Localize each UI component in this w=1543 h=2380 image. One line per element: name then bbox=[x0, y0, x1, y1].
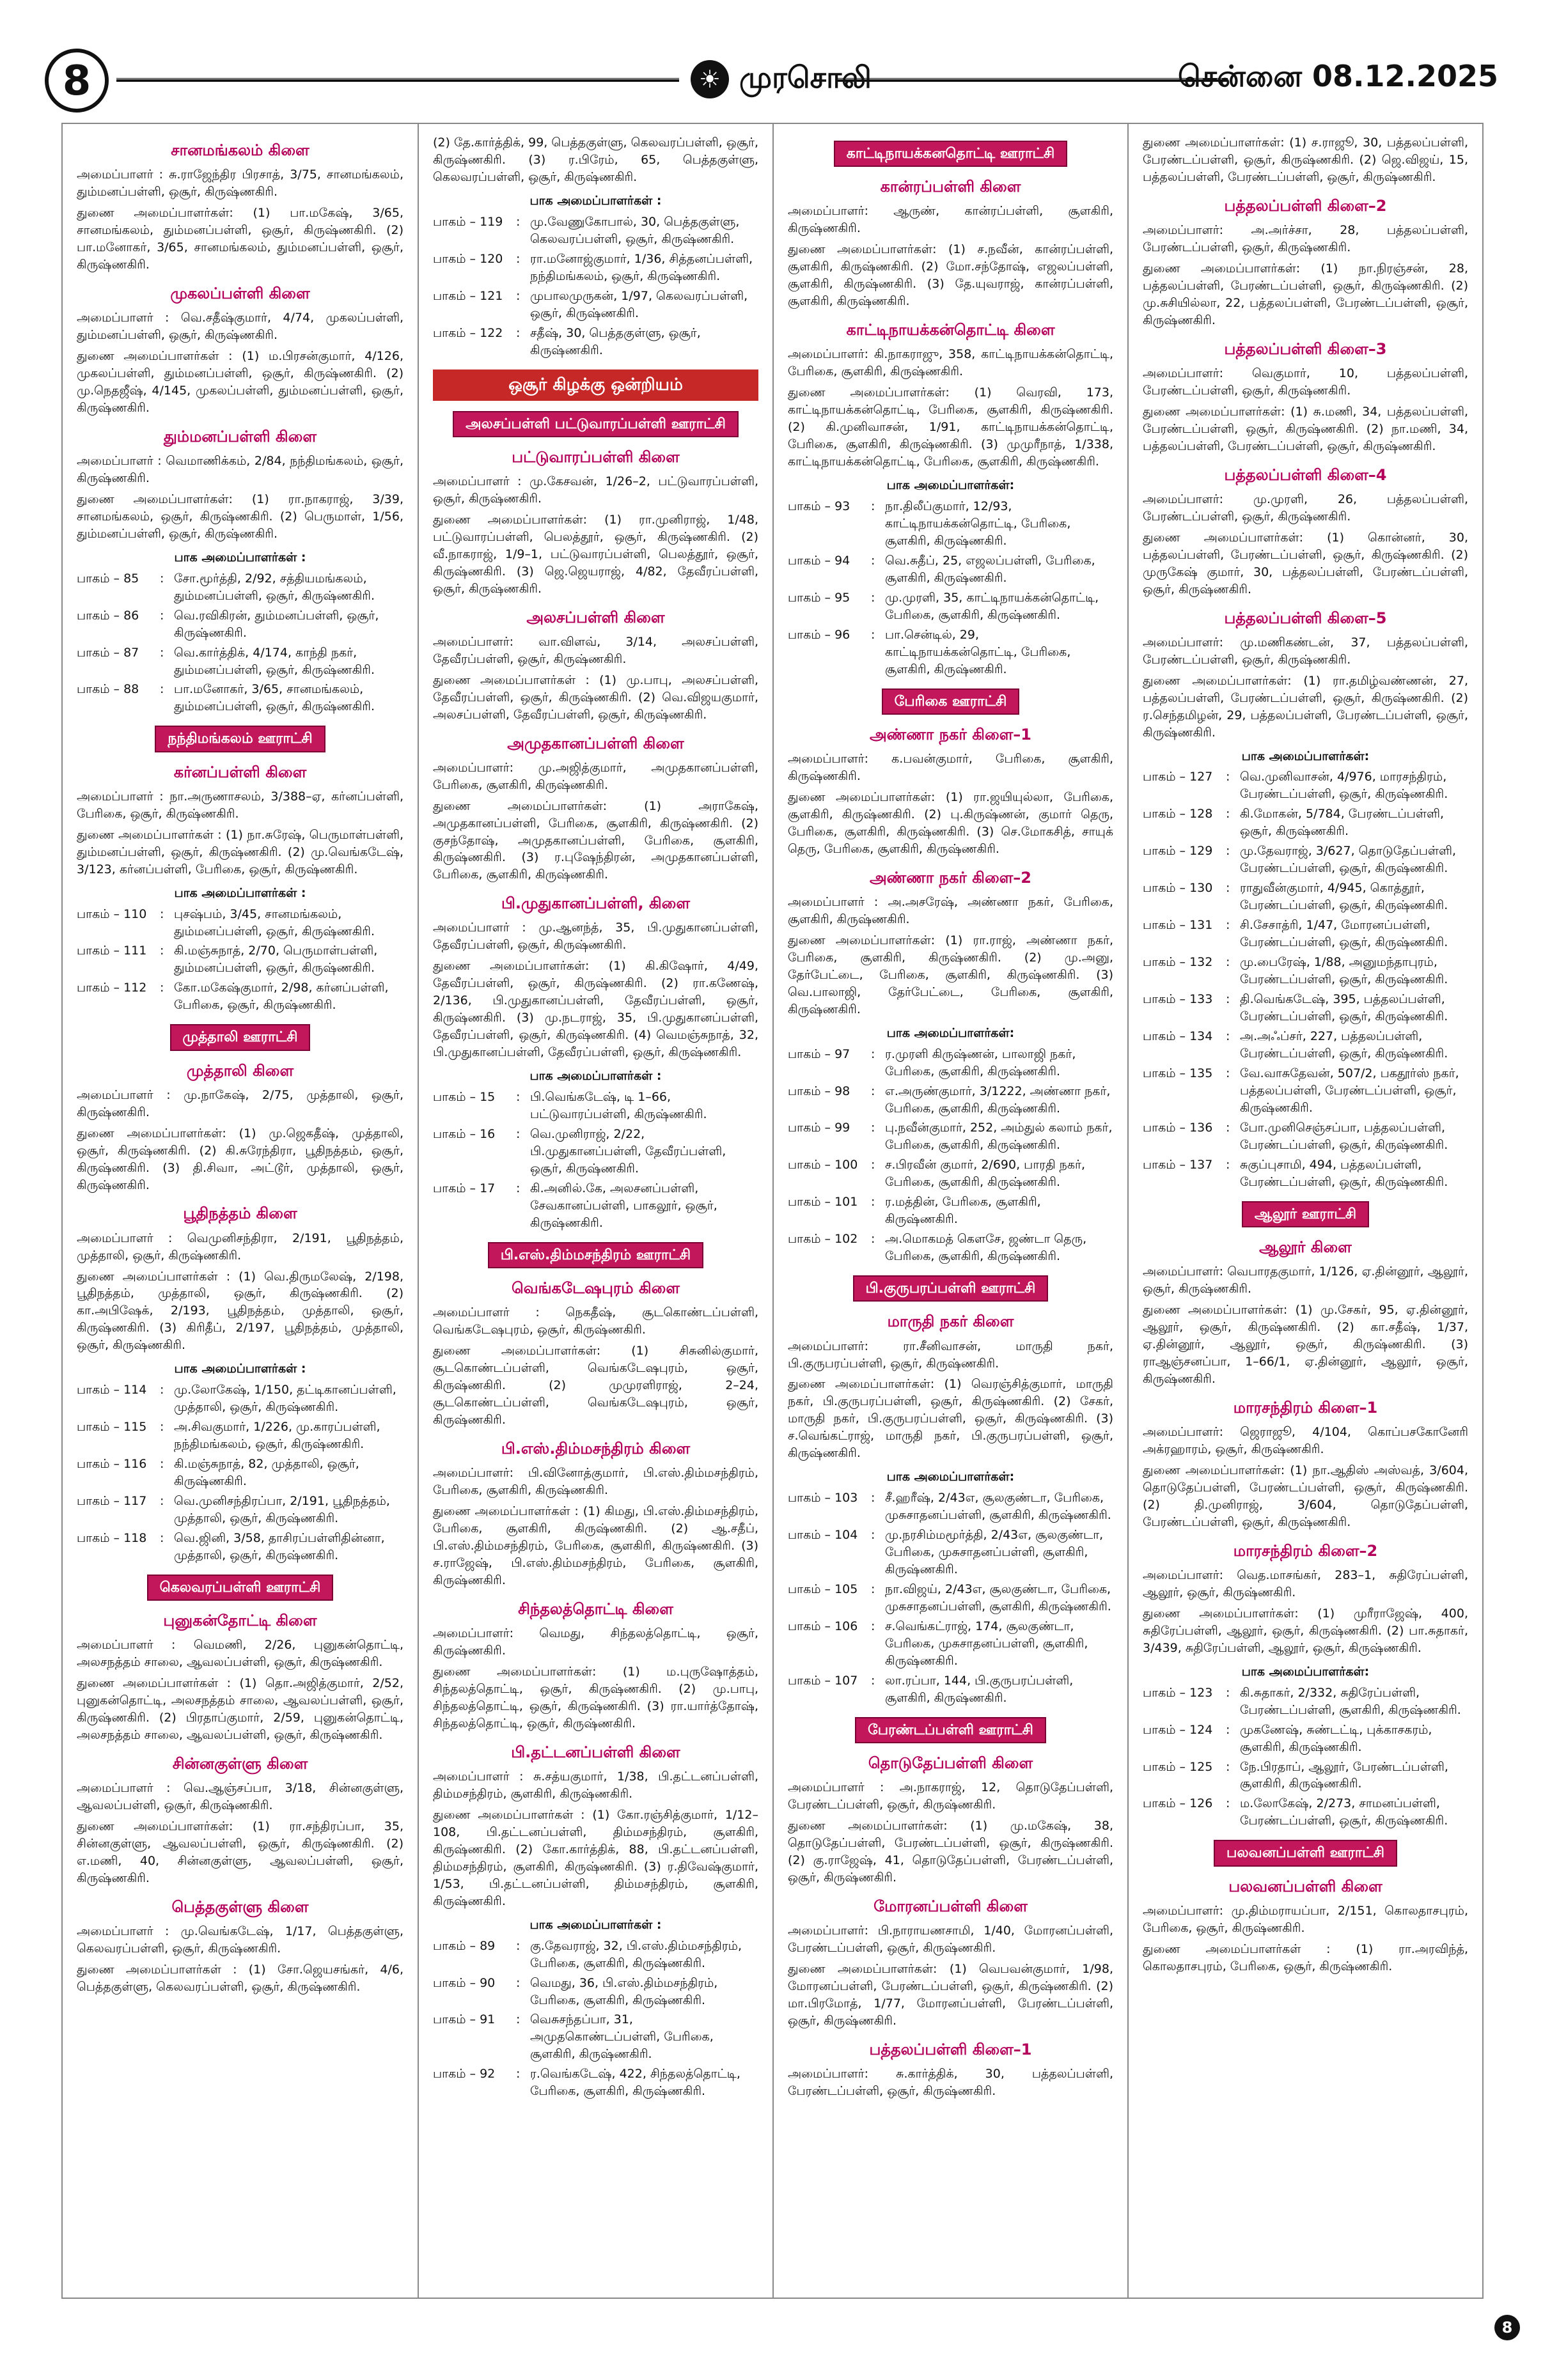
branch-heading: காட்டிநாயக்கன்தொட்டி கிளை bbox=[846, 321, 1055, 339]
branch-heading: மாரசந்திரம் கிளை–1 bbox=[1233, 1398, 1378, 1417]
part-number: பாகம் – 105 bbox=[788, 1582, 858, 1597]
section-organizers-heading: பாக அமைப்பாளர்கள் : bbox=[529, 193, 662, 208]
part-organizer: சுகுப்புசாமி, 494, பத்தலப்பள்ளி, பேரண்டப்பள்ளி, ஒசூர், கிருஷ்ணகிரி. bbox=[1240, 1157, 1448, 1189]
part-number: பாகம் – 124 bbox=[1143, 1722, 1213, 1737]
part-organizer: வெ.சுதீப், 25, எஜலப்பள்ளி, பேரிகை, சூளகிரி, கிருஷ்ணகிரி. bbox=[885, 553, 1095, 585]
part-organizer: ம.லோகேஷ், 2/273, சாமனப்பள்ளி, பேரண்டப்பள்ளி, ஒசூர், கிருஷ்ணகிரி. bbox=[1240, 1796, 1448, 1828]
part-row: பாகம் – 129 : மு.தேவராஜ், 3/627, தொடுதேப்பள்ளி, பேரண்டப்பள்ளி, ஒசூர், கிருஷ்ணகிரி. bbox=[1143, 843, 1468, 877]
part-organizer: கோ.மகேஷ்குமார், 2/98, கர்னப்பள்ளி, பேரிகை, ஒசூர், கிருஷ்ணகிரி. bbox=[174, 981, 389, 1013]
part-row: பாகம் – 89 : கு.தேவராஜ், 32, பி.எஸ்.திம்மசந்திரம், பேரிகை, சூளகிரி, கிருஷ்ணகிரி. bbox=[433, 1938, 758, 1972]
part-number: பாகம் – 87 bbox=[77, 645, 139, 660]
panchayat-banner: பலவனப்பள்ளி ஊராட்சி bbox=[1214, 1840, 1397, 1866]
part-row: பாகம் – 103 : சீ.ஹரீஷ், 2/43எ, சூலகுண்டா, பேரிகை, முசுசாதனப்பள்ளி, சூளகிரி, கிருஷ்ணகிரி. bbox=[788, 1489, 1113, 1524]
part-organizer: கி.மோகன், 5/784, பேரண்டப்பள்ளி, ஒசூர், கிருஷ்ணகிரி. bbox=[1240, 807, 1445, 839]
part-number: பாகம் – 128 bbox=[1143, 807, 1213, 821]
part-row: பாகம் – 128 : கி.மோகன், 5/784, பேரண்டப்பள்ளி, ஒசூர், கிருஷ்ணகிரி. bbox=[1143, 805, 1468, 840]
part-number: பாகம் – 118 bbox=[77, 1531, 147, 1546]
part-number: பாகம் – 115 bbox=[77, 1420, 147, 1435]
part-number: பாகம் – 120 bbox=[433, 251, 503, 266]
panchayat-banner: பி.எஸ்.திம்மசந்திரம் ஊராட்சி bbox=[488, 1242, 703, 1268]
part-row: பாகம் – 132 : மு.பைரேஷ், 1/88, அனுமந்தாபுரம், பேரண்டப்பள்ளி, ஒசூர், கிருஷ்ணகிரி. bbox=[1143, 954, 1468, 988]
part-organizer: நா.விஜய், 2/43எ, சூலகுண்டா, பேரிகை, முசுசாதனப்பள்ளி, சூளகிரி, கிருஷ்ணகிரி. bbox=[885, 1582, 1111, 1614]
organizer-entry: அமைப்பாளர்: வெபாரதகுமார், 1/126, ஏ.தின்னூர், ஆலூர், ஒசூர், கிருஷ்ணகிரி. bbox=[1143, 1264, 1468, 1296]
organizer-entry: அமைப்பாளர் : வெமணி, 2/26, புனுகன்தொட்டி, அலசநத்தம் சாலை, ஆவலப்பள்ளி, ஒசூர், கிருஷ்ணகிரி. bbox=[77, 1638, 403, 1670]
part-number: பாகம் – 132 bbox=[1143, 955, 1213, 970]
branch-heading: பத்தலப்பள்ளி கிளை–3 bbox=[1224, 339, 1387, 358]
part-organizer: ரா.மனோஜ்குமார், 1/36, சித்தனப்பள்ளி, நந்திமங்கலம், ஒசூர், கிருஷ்ணகிரி. bbox=[530, 251, 753, 283]
part-row: பாகம் – 93 : நா.திலீப்குமார், 12/93, காட்டிநாயக்கன்தொட்டி, பேரிகை, சூளகிரி, கிருஷ்ணகிரி. bbox=[788, 498, 1113, 550]
organizer-entry: அமைப்பாளர் : சு.சத்யகுமார், 1/38, பி.தட்டனப்பள்ளி, திம்மசந்திரம், சூளகிரி, கிருஷ்ணகிரி. bbox=[433, 1769, 758, 1801]
part-number: பாகம் – 122 bbox=[433, 325, 503, 340]
part-row: பாகம் – 112 : கோ.மகேஷ்குமார், 2/98, கர்னப்பள்ளி, பேரிகை, ஒசூர், கிருஷ்ணகிரி. bbox=[77, 979, 403, 1014]
part-row: பாகம் – 122 : சதீஷ், 30, பெத்தகுள்ளு, ஒசூர், கிருஷ்ணகிரி. bbox=[433, 325, 758, 359]
branch-heading: பலவனப்பள்ளி கிளை bbox=[1228, 1877, 1382, 1895]
part-organizer: லா.ரப்பா, 144, பி.குருபரப்பள்ளி, சூளகிரி, கிருஷ்ணகிரி. bbox=[885, 1673, 1074, 1705]
deputy-organizers-entry: துணை அமைப்பாளர்கள்: (1) ரா.சந்திரப்பா, 35, சின்னகுள்ளு, ஆவலப்பள்ளி, ஒசூர், கிருஷ்ணகிரி. (2) எ.மணி, 40, சின்னகுள்ளு, ஆவலப்பள்ளி, ஒசூர், கிருஷ்ணகிரி. bbox=[77, 1819, 403, 1886]
part-row: பாகம் – 120 : ரா.மனோஜ்குமார், 1/36, சித்தனப்பள்ளி, நந்திமங்கலம், ஒசூர், கிருஷ்ணகிரி. bbox=[433, 251, 758, 285]
organizer-entry: அமைப்பாளர்: வெத.மாசங்கர், 283–1, சுதிரேப்பள்ளி, ஆலூர், ஒசூர், கிருஷ்ணகிரி. bbox=[1143, 1567, 1468, 1599]
continued-entry: (2) தே.கார்த்திக், 99, பெத்தகுள்ளு, கெலவரப்பள்ளி, ஒசூர், கிருஷ்ணகிரி. (3) ர.பிரேம், 65, பெத்தகுள்ளு, கெலவரப்பள்ளி, ஒசூர், கிருஷ்ணகிரி. bbox=[433, 136, 758, 184]
deputy-organizers-entry: துணை அமைப்பாளர்கள் : (1) கோ.ரஞ்சித்குமார், 1/12–108, பி.தட்டனப்பள்ளி, திம்மசந்திரம், சூளகிரி, கிருஷ்ணகிரி. (2) கோ.கார்த்திக், 88, பி.தட்டனப்பள்ளி, திம்மசந்திரம், சூளகிரி, கிருஷ்ணகிரி. (3) ர.திவேஷ்குமார், 1/53, பி.தட்டனப்பள்ளி, திம்மசந்திரம், சூளகிரி, கிருஷ்ணகிரி. bbox=[433, 1807, 758, 1908]
branch-heading: சின்னகுள்ளு கிளை bbox=[172, 1755, 308, 1773]
branch-heading: ஆலூர் கிளை bbox=[1259, 1238, 1352, 1256]
deputy-organizers-entry: துணை அமைப்பாளர்கள்: (1) மு.மகேஷ், 38, தொடுதேப்பள்ளி, பேரண்டப்பள்ளி, ஒசூர், கிருஷ்ணகிரி. (2) கு.ராஜேஷ், 41, தொடுதேப்பள்ளி, பேரண்டப்பள்ளி, ஒசூர், கிருஷ்ணகிரி. bbox=[788, 1819, 1113, 1885]
organizer-entry: அமைப்பாளர் : மு.கேசவன், 1/26–2, பட்டுவாரப்பள்ளி, ஒசூர், கிருஷ்ணகிரி. bbox=[433, 474, 758, 506]
part-row: பாகம் – 111 : கி.மஞ்சுநாத், 2/70, பெருமாள்பள்ளி, தும்மனப்பள்ளி, ஒசூர், கிருஷ்ணகிரி. bbox=[77, 942, 403, 977]
deputy-organizers-entry: துணை அமைப்பாளர்கள்: (1) கி.கிஷோர், 4/49, தேவீரப்பள்ளி, ஒசூர், கிருஷ்ணகிரி. (2) ரா.கணேஷ், 2/136, பி.முதுகானப்பள்ளி, தேவீரப்பள்ளி, ஒசூர், கிருஷ்ணகிரி. (3) மு.நடராஜ், 35, பி.முதுகானப்பள்ளி, தேவீரப்பள்ளி, ஒசூர், கிருஷ்ணகிரி. (4) வெமஞ்சுநாத், 32, பி.முதுகானப்பள்ளி, தேவீரப்பள்ளி, ஒசூர், கிருஷ்ணகிரி. bbox=[433, 959, 758, 1060]
part-number: பாகம் – 106 bbox=[788, 1619, 858, 1634]
panchayat-banner: பேரிகை ஊராட்சி bbox=[882, 688, 1020, 715]
organizer-entry: அமைப்பாளர்: வெகுமார், 10, பத்தலப்பள்ளி, பேரண்டப்பள்ளி, ஒசூர், கிருஷ்ணகிரி. bbox=[1143, 366, 1468, 398]
section-organizers-heading: பாக அமைப்பாளர்கள் : bbox=[174, 885, 306, 900]
deputy-organizers-entry: துணை அமைப்பாளர்கள் : (1) கிமது, பி.எஸ்.திம்மசந்திரம், பேரிகை, சூளகிரி, கிருஷ்ணகிரி. (2) ஆ.சதீப், பி.எஸ்.திம்மசந்திரம், பேரிகை, சூளகிரி, கிருஷ்ணகிரி. (3) ச.ராஜேஷ், பி.எஸ்.திம்மசந்திரம், பேரிகை, சூளகிரி, கிருஷ்ணகிரி. bbox=[433, 1504, 758, 1587]
part-organizer: நே.பிரதாப், ஆலூர், பேரண்டப்பள்ளி, சூளகிரி, கிருஷ்ணகிரி. bbox=[1240, 1759, 1448, 1791]
part-row: பாகம் – 92 : ர.வெங்கடேஷ், 422, சிந்தலத்தொட்டி, பேரிகை, சூளகிரி, கிருஷ்ணகிரி. bbox=[433, 2065, 758, 2100]
part-organizer: கி.அனில்.கே, அலசனப்பள்ளி, சேவகானப்பள்ளி, பாகலூர், ஒசூர், கிருஷ்ணகிரி. bbox=[530, 1181, 717, 1230]
branch-heading: மாருதி நகர் கிளை bbox=[887, 1312, 1014, 1331]
page-number-badge: 8 bbox=[45, 49, 109, 113]
panchayat-banner: நந்திமங்கலம் ஊராட்சி bbox=[155, 726, 325, 752]
deputy-organizers-entry: துணை அமைப்பாளர்கள்: (1) வெரவி, 173, காட்டிநாயக்கன்தொட்டி, பேரிகை, சூளகிரி, கிருஷ்ணகிரி. (2) கி.முனிவாசன், 1/91, காட்டிநாயக்கன்தொட்டி, பேரிகை, சூளகிரி, கிருஷ்ணகிரி. (3) முமுரீநாத், 1/338, காட்டிநாயக்கன்தொட்டி, பேரிகை, சூளகிரி, கிருஷ்ணகிரி. bbox=[788, 385, 1113, 469]
part-number: பாகம் – 107 bbox=[788, 1673, 858, 1688]
branch-heading: மாரசந்திரம் கிளை–2 bbox=[1233, 1541, 1378, 1560]
part-organizer: மு.பைரேஷ், 1/88, அனுமந்தாபுரம், பேரண்டப்பள்ளி, ஒசூர், கிருஷ்ணகிரி. bbox=[1240, 955, 1448, 987]
deputy-organizers-entry: துணை அமைப்பாளர்கள்: (1) சிசுனில்குமார், சூடகொண்டப்பள்ளி, வெங்கடேஷபுரம், ஒசூர், கிருஷ்ணகிரி. (2) முமுரளிராஜ், 2–24, சூடகொண்டப்பள்ளி, வெங்கடேஷபுரம், ஒசூர், கிருஷ்ணகிரி. bbox=[433, 1344, 758, 1427]
branch-heading: பத்தலப்பள்ளி கிளை–2 bbox=[1224, 196, 1387, 215]
part-row: பாகம் – 107 : லா.ரப்பா, 144, பி.குருபரப்பள்ளி, சூளகிரி, கிருஷ்ணகிரி. bbox=[788, 1672, 1113, 1707]
part-number: பாகம் – 121 bbox=[433, 288, 503, 303]
deputy-organizers-entry: துணை அமைப்பாளர்கள்: (1) அராகேஷ், அமுதகானப்பள்ளி, பேரிகை, சூளகிரி, கிருஷ்ணகிரி. (2) குசந்தோஷ், அமுதகானப்பள்ளி, பேரிகை, சூளகிரி, கிருஷ்ணகிரி. (3) ர.புஷேந்திரன், அமுதகானப்பள்ளி, பேரிகை, சூளகிரி, கிருஷ்ணகிரி. bbox=[433, 798, 758, 882]
organizer-entry: அமைப்பாளர்: வெமது, சிந்தலத்தொட்டி, ஒசூர், கிருஷ்ணகிரி. bbox=[433, 1626, 758, 1658]
column-1 bbox=[63, 124, 418, 2298]
part-row: பாகம் – 95 : மு.முரளி, 35, காட்டிநாயக்கன்தொட்டி, பேரிகை, சூளகிரி, கிருஷ்ணகிரி. bbox=[788, 589, 1113, 624]
deputy-organizers-entry: துணை அமைப்பாளர்கள் : (1) நா.சுரேஷ், பெருமாள்பள்ளி, தும்மனப்பள்ளி, ஒசூர், கிருஷ்ணகிரி. (2) மு.வெங்கடேஷ், 3/123, கர்னப்பள்ளி, பேரிகை, ஒசூர், கிருஷ்ணகிரி. bbox=[77, 827, 403, 876]
part-number: பாகம் – 134 bbox=[1143, 1029, 1213, 1044]
panchayat-banner: காட்டிநாயக்கனதொட்டி ஊராட்சி bbox=[834, 141, 1067, 167]
part-organizer: மு.நரசிம்மமூர்த்தி, 2/43எ, சூலகுண்டா, பேரிகை, முசுசாதனப்பள்ளி, சூளகிரி, கிருஷ்ணகிரி. bbox=[885, 1528, 1104, 1577]
deputy-organizers-entry: துணை அமைப்பாளர்கள்: (1) மு.ஜெகதீஷ், முத்தாலி, ஒசூர், கிருஷ்ணகிரி. (2) கி.சுரேந்திரா, பூதிநத்தம், ஒசூர், கிருஷ்ணகிரி. (3) தி.சிவா, அட்டூர், முத்தாலி, ஒசூர், கிருஷ்ணகிரி. bbox=[77, 1126, 403, 1192]
part-number: பாகம் – 101 bbox=[788, 1195, 858, 1209]
part-organizer: பி.வெங்கடேஷ், டி 1–66, பட்டுவாரப்பள்ளி, கிருஷ்ணகிரி. bbox=[530, 1090, 707, 1122]
part-number: பாகம் – 89 bbox=[433, 1938, 496, 1953]
branch-heading: பி.தட்டனப்பள்ளி கிளை bbox=[511, 1743, 680, 1761]
part-number: பாகம் – 17 bbox=[433, 1181, 496, 1196]
continued-entry: துணை அமைப்பாளர்கள்: (1) ச.ராஜூ, 30, பத்தலப்பள்ளி, பேரண்டப்பள்ளி, ஒசூர், கிருஷ்ணகிரி. (2) ஜெ.விஜய், 15, பத்தலப்பள்ளி, பேரண்டப்பள்ளி, ஒசூர், கிருஷ்ணகிரி. bbox=[1143, 136, 1468, 184]
part-organizer: ர.மத்தின், பேரிகை, சூளகிரி, கிருஷ்ணகிரி. bbox=[885, 1195, 1041, 1227]
part-organizer: பா.மனோகர், 3/65, சானமங்கலம், தும்மனப்பள்ளி, ஒசூர், கிருஷ்ணகிரி. bbox=[174, 682, 375, 714]
organizer-entry: அமைப்பாளர்: கி.நாகராஜு, 358, காட்டிநாயக்கன்தொட்டி, பேரிகை, சூளகிரி, கிருஷ்ணகிரி. bbox=[788, 347, 1113, 379]
organizer-entry: அமைப்பாளர் : மு.ஆனந்த், 35, பி.முதுகானப்பள்ளி, தேவீரப்பள்ளி, ஒசூர், கிருஷ்ணகிரி. bbox=[433, 921, 758, 953]
panchayat-banner: முத்தாலி ஊராட்சி bbox=[170, 1024, 311, 1050]
deputy-organizers-entry: துணை அமைப்பாளர்கள் : (1) தொ.அஜித்குமார், 2/52, புனுகன்தொட்டி, அலசநத்தம் சாலை, ஆவலப்பள்ளி, ஒசூர், கிருஷ்ணகிரி. (2) பிரதாப்குமார், 2/59, புனுகன்தொட்டி, அலசநத்தம் சாலை, ஆவலப்பள்ளி, ஒசூர், கிருஷ்ணகிரி. bbox=[77, 1676, 403, 1743]
part-number: பாகம் – 111 bbox=[77, 944, 147, 958]
part-organizer: முகணேஷ், சுண்டட்டி, புக்காசகரம், சூளகிரி, கிருஷ்ணகிரி. bbox=[1240, 1722, 1432, 1754]
part-row: பாகம் – 91 : வெசுசந்தப்பா, 31, அமுதகொண்டப்பள்ளி, பேரிகை, சூளகிரி, கிருஷ்ணகிரி. bbox=[433, 2011, 758, 2063]
column-3 bbox=[772, 124, 1127, 2298]
part-row: பாகம் – 124 : முகணேஷ், சுண்டட்டி, புக்காசகரம், சூளகிரி, கிருஷ்ணகிரி. bbox=[1143, 1722, 1468, 1756]
part-row: பாகம் – 16 : வெ.முனிராஜ், 2/22, பி.முதுகானப்பள்ளி, தேவீரப்பள்ளி, ஒசூர், கிருஷ்ணகிரி. bbox=[433, 1126, 758, 1178]
masthead-rule-right bbox=[838, 78, 1228, 82]
organizer-entry: அமைப்பாளர் : வெ.சதீஷ்குமார், 4/74, முகலப்பள்ளி, தும்மனப்பள்ளி, ஒசூர், கிருஷ்ணகிரி. bbox=[77, 310, 403, 342]
part-organizer: வெமது, 36, பி.எஸ்.திம்மசந்திரம், பேரிகை, சூளகிரி, கிருஷ்ணகிரி. bbox=[530, 1975, 718, 2007]
panchayat-banner: பேரண்டப்பள்ளி ஊராட்சி bbox=[855, 1717, 1046, 1743]
part-number: பாகம் – 88 bbox=[77, 682, 139, 697]
part-row: பாகம் – 94 : வெ.சுதீப், 25, எஜலப்பள்ளி, பேரிகை, சூளகிரி, கிருஷ்ணகிரி. bbox=[788, 552, 1113, 587]
union-banner: ஒசூர் கிழக்கு ஒன்றியம் bbox=[433, 369, 758, 401]
part-number: பாகம் – 119 bbox=[433, 214, 503, 229]
part-row: பாகம் – 131 : சி.சேசாத்ரி, 1/47, மோரனப்பள்ளி, பேரண்டப்பள்ளி, ஒசூர், கிருஷ்ணகிரி. bbox=[1143, 917, 1468, 951]
section-organizers-heading: பாக அமைப்பாளர்கள் : bbox=[529, 1069, 662, 1084]
part-organizer: தி.வெங்கடேஷ், 395, பத்தலப்பள்ளி, பேரண்டப்பள்ளி, ஒசூர், கிருஷ்ணகிரி. bbox=[1240, 992, 1448, 1024]
branch-heading: தும்மனப்பள்ளி கிளை bbox=[163, 427, 317, 446]
content-frame bbox=[61, 123, 1484, 2299]
panchayat-banner: அலசப்பள்ளி பட்டுவாரப்பள்ளி ஊராட்சி bbox=[453, 411, 739, 437]
part-organizer: ர.முரளி கிருஷ்ணன், பாலாஜி நகர், பேரிகை, சூளகிரி, கிருஷ்ணகிரி. bbox=[885, 1046, 1076, 1078]
panchayat-banner: ஆலூர் ஊராட்சி bbox=[1242, 1201, 1369, 1227]
organizer-entry: அமைப்பாளர் : நெகதீஷ், சூடகொண்டப்பள்ளி, வெங்கடேஷபுரம், ஒசூர், கிருஷ்ணகிரி. bbox=[433, 1305, 758, 1337]
part-organizer: நா.திலீப்குமார், 12/93, காட்டிநாயக்கன்தொட்டி, பேரிகை, சூளகிரி, கிருஷ்ணகிரி. bbox=[885, 499, 1071, 548]
part-row: பாகம் – 99 : பு.நவீன்குமார், 252, அம்துல் கலாம் நகர், பேரிகை, சூளகிரி, கிருஷ்ணகிரி. bbox=[788, 1119, 1113, 1154]
deputy-organizers-entry: துணை அமைப்பாளர்கள்: (1) கொன்னர், 30, பத்தலப்பள்ளி, பேரண்டப்பள்ளி, ஒசூர், கிருஷ்ணகிரி. (2) முருகேஷ் குமார், 30, பத்தலப்பள்ளி, பேரண்டப்பள்ளி, ஒசூர், கிருஷ்ணகிரி. bbox=[1143, 530, 1468, 596]
branch-heading: பத்தலப்பள்ளி கிளை–5 bbox=[1224, 609, 1387, 627]
branch-heading: அமுதகானப்பள்ளி கிளை bbox=[507, 734, 684, 752]
part-organizer: வெ.ஜினி, 3/58, தாசிரப்பள்ளிதின்னா, முத்தாலி, ஒசூர், கிருஷ்ணகிரி. bbox=[174, 1531, 385, 1563]
panchayat-banner: பி.குருபரப்பள்ளி ஊராட்சி bbox=[853, 1275, 1049, 1302]
branch-heading: வெங்கடேஷபுரம் கிளை bbox=[512, 1279, 680, 1298]
branch-heading: பூதிநத்தம் கிளை bbox=[183, 1204, 297, 1223]
part-row: பாகம் – 116 : கி.மஞ்சுநாத், 82, முத்தாலி, ஒசூர், கிருஷ்ணகிரி. bbox=[77, 1456, 403, 1490]
organizer-entry: அமைப்பாளர்: பி.வினோத்குமார், பி.எஸ்.திம்மசந்திரம், பேரிகை, சூளகிரி, கிருஷ்ணகிரி. bbox=[433, 1466, 758, 1498]
part-row: பாகம் – 105 : நா.விஜய், 2/43எ, சூலகுண்டா, பேரிகை, முசுசாதனப்பள்ளி, சூளகிரி, கிருஷ்ணகிரி. bbox=[788, 1581, 1113, 1615]
part-number: பாகம் – 137 bbox=[1143, 1157, 1213, 1172]
part-row: பாகம் – 85 : சோ.மூர்த்தி, 2/92, சத்தியமங்கலம், தும்மனப்பள்ளி, ஒசூர், கிருஷ்ணகிரி. bbox=[77, 570, 403, 605]
organizer-entry: அமைப்பாளர்: மு.அஜித்குமார், அமுதகானப்பள்ளி, பேரிகை, சூளகிரி, கிருஷ்ணகிரி. bbox=[433, 760, 758, 792]
part-organizer: ச.பிரவீன் குமார், 2/690, பாரதி நகர், பேரிகை, சூளகிரி, கிருஷ்ணகிரி. bbox=[885, 1158, 1085, 1190]
branch-heading: தொடுதேப்பள்ளி கிளை bbox=[868, 1754, 1033, 1773]
part-number: பாகம் – 16 bbox=[433, 1127, 496, 1142]
part-organizer: சி.சேசாத்ரி, 1/47, மோரனப்பள்ளி, பேரண்டப்பள்ளி, ஒசூர், கிருஷ்ணகிரி. bbox=[1240, 918, 1448, 950]
organizer-entry: அமைப்பாளர்: க.பவன்குமார், பேரிகை, சூளகிரி, கிருஷ்ணகிரி. bbox=[788, 751, 1113, 783]
deputy-organizers-entry: துணை அமைப்பாளர்கள்: (1) மு.சேகர், 95, ஏ.தின்னூர், ஆலூர், ஒசூர், கிருஷ்ணகிரி. (2) கா.சதீஷ், 1/37, ஏ.தின்னூர், ஆலூர், ஒசூர், கிருஷ்ணகிரி. (3) ராஆஞ்சனப்பா, 1–66/1, ஏ.தின்னூர், ஆலூர், ஒசூர், கிருஷ்ணகிரி. bbox=[1143, 1303, 1468, 1386]
deputy-organizers-entry: துணை அமைப்பாளர்கள் : (1) சோ.ஜெயசங்கர், 4/6, பெத்தகுள்ளு, கெலவரப்பள்ளி, ஒசூர், கிருஷ்ணகிரி. bbox=[77, 1963, 403, 1994]
branch-heading: பெத்தகுள்ளு கிளை bbox=[171, 1898, 309, 1917]
part-number: பாகம் – 133 bbox=[1143, 992, 1213, 1007]
part-number: பாகம் – 102 bbox=[788, 1232, 858, 1247]
masthead bbox=[45, 45, 1498, 115]
organizer-entry: அமைப்பாளர்: வா.விளவ், 3/14, அலசப்பள்ளி, தேவீரப்பள்ளி, ஒசூர், கிருஷ்ணகிரி. bbox=[433, 634, 758, 666]
part-organizer: பு.நவீன்குமார், 252, அம்துல் கலாம் நகர், பேரிகை, சூளகிரி, கிருஷ்ணகிரி. bbox=[885, 1121, 1113, 1153]
organizer-entry: அமைப்பாளர்: அ.அர்ச்சா, 28, பத்தலப்பள்ளி, பேரண்டப்பள்ளி, ஒசூர், கிருஷ்ணகிரி. bbox=[1143, 222, 1468, 254]
section-organizers-heading: பாக அமைப்பாளர்கள்: bbox=[886, 478, 1015, 492]
part-row: பாகம் – 110 : புசஷ்பம், 3/45, சானமங்கலம், தும்மனப்பள்ளி, ஒசூர், கிருஷ்ணகிரி. bbox=[77, 906, 403, 940]
deputy-organizers-entry: துணை அமைப்பாளர்கள்: (1) நா.ஆதிஸ் அஸ்வத், 3/604, தொடுதேப்பள்ளி, பேரண்டப்பள்ளி, ஒசூர், கிருஷ்ணகிரி. (2) தி.முனிராஜ், 3/604, தொடுதேப்பள்ளி, பேரண்டப்பள்ளி, ஒசூர், கிருஷ்ணகிரி. bbox=[1143, 1463, 1468, 1529]
branch-heading: அலசப்பள்ளி கிளை bbox=[526, 608, 665, 626]
paper-name: முரசொலி bbox=[739, 59, 872, 95]
part-organizer: அ.மொகமத் கௌசே, ஜண்டா தெரு, பேரிகை, சூளகிரி, கிருஷ்ணகிரி. bbox=[885, 1232, 1087, 1264]
branch-heading: மோரனப்பள்ளி கிளை bbox=[873, 1897, 1028, 1916]
part-organizer: வெ.முனிவாசன், 4/976, மாரசந்திரம், பேரண்டப்பள்ளி, ஒசூர், கிருஷ்ணகிரி. bbox=[1240, 770, 1448, 802]
organizer-entry: அமைப்பாளர்: ரா.சீனிவாசன், மாருதி நகர், பி.குருபரப்பள்ளி, ஒசூர், கிருஷ்ணகிரி. bbox=[788, 1339, 1113, 1371]
part-row: பாகம் – 15 : பி.வெங்கடேஷ், டி 1–66, பட்டுவாரப்பள்ளி, கிருஷ்ணகிரி. bbox=[433, 1089, 758, 1123]
part-organizer: வெ.முனிசந்திரப்பா, 2/191, பூதிநத்தம், முத்தாலி, ஒசூர், கிருஷ்ணகிரி. bbox=[174, 1494, 390, 1526]
part-organizer: சதீஷ், 30, பெத்தகுள்ளு, ஒசூர், கிருஷ்ணகிரி. bbox=[530, 325, 701, 357]
part-row: பாகம் – 135 : வே.வாசுதேவன், 507/2, பகதூர்ஸ் நகர், பத்தலப்பள்ளி, பேரண்டப்பள்ளி, ஒசூர், கிருஷ்ணகிரி. bbox=[1143, 1065, 1468, 1117]
part-organizer: மு.தேவராஜ், 3/627, தொடுதேப்பள்ளி, பேரண்டப்பள்ளி, ஒசூர், கிருஷ்ணகிரி. bbox=[1240, 844, 1457, 876]
part-row: பாகம் – 121 : முபாலமுருகன், 1/97, கெலவரப்பள்ளி, ஒசூர், கிருஷ்ணகிரி. bbox=[433, 288, 758, 322]
part-row: பாகம் – 115 : அ.சிவகுமார், 1/226, மு.காரப்பள்ளி, நந்திமங்கலம், ஒசூர், கிருஷ்ணகிரி. bbox=[77, 1419, 403, 1453]
deputy-organizers-entry: துணை அமைப்பாளர்கள்: (1) பா.மகேஷ், 3/65, சானமங்கலம், தும்மனப்பள்ளி, ஒசூர், கிருஷ்ணகிரி. (2) பா.மனோகர், 3/65, சானமங்கலம், தும்மனப்பள்ளி, ஒசூர், கிருஷ்ணகிரி. bbox=[77, 206, 403, 272]
section-organizers-heading: பாக அமைப்பாளர்கள் : bbox=[174, 1362, 306, 1376]
organizer-entry: அமைப்பாளர்: மு.முரளி, 26, பத்தலப்பள்ளி, பேரண்டப்பள்ளி, ஒசூர், கிருஷ்ணகிரி. bbox=[1143, 492, 1468, 524]
deputy-organizers-entry: துணை அமைப்பாளர்கள்: (1) நா.நிரஞ்சன், 28, பத்தலப்பள்ளி, பேரண்டப்பள்ளி, ஒசூர், கிருஷ்ணகிரி. (2) மு.சுசியில்லா, 22, பத்தலப்பள்ளி, பேரண்டப்பள்ளி, ஒசூர், கிருஷ்ணகிரி. bbox=[1143, 261, 1468, 327]
part-organizer: கி.மஞ்சுநாத், 2/70, பெருமாள்பள்ளி, தும்மனப்பள்ளி, ஒசூர், கிருஷ்ணகிரி. bbox=[174, 944, 378, 976]
organizer-entry: அமைப்பாளர்: ஜெராஜூ, 4/104, கொப்பசகோனேரி அக்ரஹாரம், ஒசூர், கிருஷ்ணகிரி. bbox=[1143, 1424, 1468, 1456]
branch-heading: பி.எஸ்.திம்மசந்திரம் கிளை bbox=[501, 1440, 691, 1458]
deputy-organizers-entry: துணை அமைப்பாளர்கள்: (1) சு.மணி, 34, பத்தலப்பள்ளி, பேரண்டப்பள்ளி, ஒசூர், கிருஷ்ணகிரி. (2) நா.மணி, 34, பத்தலப்பள்ளி, பேரண்டப்பள்ளி, ஒசூர், கிருஷ்ணகிரி. bbox=[1143, 404, 1468, 453]
part-row: பாகம் – 101 : ர.மத்தின், பேரிகை, சூளகிரி, கிருஷ்ணகிரி. bbox=[788, 1194, 1113, 1228]
section-organizers-heading: பாக அமைப்பாளர்கள் : bbox=[174, 550, 306, 564]
deputy-organizers-entry: துணை அமைப்பாளர்கள்: (1) ரா.தமிழ்வண்ணன், 27, பத்தலப்பள்ளி, பேரண்டப்பள்ளி, ஒசூர், கிருஷ்ணகிரி. (2) ர.செந்தமிழன், 29, பத்தலப்பள்ளி, பேரண்டப்பள்ளி, ஒசூர், கிருஷ்ணகிரி. bbox=[1143, 673, 1468, 740]
branch-heading: முகலப்பள்ளி கிளை bbox=[170, 284, 310, 302]
part-row: பாகம் – 137 : சுகுப்புசாமி, 494, பத்தலப்பள்ளி, பேரண்டப்பள்ளி, ஒசூர், கிருஷ்ணகிரி. bbox=[1143, 1156, 1468, 1191]
part-number: பாகம் – 93 bbox=[788, 499, 850, 513]
part-number: பாகம் – 103 bbox=[788, 1491, 858, 1505]
part-number: பாகம் – 104 bbox=[788, 1528, 858, 1543]
part-row: பாகம் – 118 : வெ.ஜினி, 3/58, தாசிரப்பள்ளிதின்னா, முத்தாலி, ஒசூர், கிருஷ்ணகிரி. bbox=[77, 1530, 403, 1564]
part-row: பாகம் – 104 : மு.நரசிம்மமூர்த்தி, 2/43எ, சூலகுண்டா, பேரிகை, முசுசாதனப்பள்ளி, சூளகிரி, கிருஷ்ணகிரி. bbox=[788, 1527, 1113, 1578]
part-organizer: வெ.கார்த்திக், 4/174, காந்தி நகர், தும்மனப்பள்ளி, ஒசூர், கிருஷ்ணகிரி. bbox=[174, 645, 375, 677]
part-row: பாகம் – 136 : போ.முனிசெஞ்சப்பா, பத்தலப்பள்ளி, பேரண்டப்பள்ளி, ஒசூர், கிருஷ்ணகிரி. bbox=[1143, 1119, 1468, 1154]
part-number: பாகம் – 90 bbox=[433, 1975, 496, 1990]
part-row: பாகம் – 133 : தி.வெங்கடேஷ், 395, பத்தலப்பள்ளி, பேரண்டப்பள்ளி, ஒசூர், கிருஷ்ணகிரி. bbox=[1143, 991, 1468, 1025]
branch-heading: பி.முதுகானப்பள்ளி, கிளை bbox=[501, 894, 691, 913]
part-number: பாகம் – 117 bbox=[77, 1494, 147, 1509]
branch-heading: கான்ரப்பள்ளி கிளை bbox=[880, 178, 1021, 196]
branch-heading: கர்னப்பள்ளி கிளை bbox=[173, 763, 307, 781]
deputy-organizers-entry: துணை அமைப்பாளர்கள் : (1) மு.பாபு, அலசப்பள்ளி, தேவீரப்பள்ளி, ஒசூர், கிருஷ்ணகிரி. (2) வெ.விஜயகுமார், அலசப்பள்ளி, தேவீரப்பள்ளி, ஒசூர், கிருஷ்ணகிரி. bbox=[433, 673, 758, 722]
organizer-entry: அமைப்பாளர் : சு.ராஜேந்திர பிரசாத், 3/75, சானமங்கலம், தும்மனப்பள்ளி, ஒசூர், கிருஷ்ணகிரி. bbox=[77, 167, 403, 199]
branch-heading: முத்தாலி கிளை bbox=[186, 1061, 294, 1080]
deputy-organizers-entry: துணை அமைப்பாளர்கள்: (1) ரா.முனிராஜ், 1/48, பட்டுவாரப்பள்ளி, பெலத்தூர், ஒசூர், கிருஷ்ணகிரி. (2) வீ.நாகராஜ், 1/9–1, பட்டுவாரப்பள்ளி, பெலத்தூர், ஒசூர், கிருஷ்ணகிரி. (3) ஜெ.ஜெயராஜ், 4/82, தேவீரப்பள்ளி, ஒசூர், கிருஷ்ணகிரி. bbox=[433, 512, 758, 596]
organizer-entry: அமைப்பாளர் : அ.அசரேஷ், அண்ணா நகர், பேரிகை, சூளகிரி, கிருஷ்ணகிரி. bbox=[788, 894, 1113, 926]
part-row: பாகம் – 98 : எ.அருண்குமார், 3/1222, அண்ணா நகர், பேரிகை, சூளகிரி, கிருஷ்ணகிரி. bbox=[788, 1083, 1113, 1117]
part-number: பாகம் – 127 bbox=[1143, 770, 1213, 784]
part-organizer: ர.வெங்கடேஷ், 422, சிந்தலத்தொட்டி, பேரிகை, சூளகிரி, கிருஷ்ணகிரி. bbox=[530, 2067, 740, 2099]
organizer-entry: அமைப்பாளர்: பி.நாராயணசாமி, 1/40, மோரனப்பள்ளி, பேரண்டப்பள்ளி, ஒசூர், கிருஷ்ணகிரி. bbox=[788, 1924, 1113, 1956]
organizer-entry: அமைப்பாளர் : வெமாணிக்கம், 2/84, நந்திமங்கலம், ஒசூர், கிருஷ்ணகிரி. bbox=[77, 453, 403, 485]
part-organizer: அ.சிவகுமார், 1/226, மு.காரப்பள்ளி, நந்திமங்கலம், ஒசூர், கிருஷ்ணகிரி. bbox=[174, 1420, 380, 1452]
deputy-organizers-entry: துணை அமைப்பாளர்கள்: (1) ச.நவீன், கான்ரப்பள்ளி, சூளகிரி, கிருஷ்ணகிரி. (2) மோ.சந்தோஷ், எஜலப்பள்ளி, சூளகிரி, கிருஷ்ணகிரி. (3) தே.யுவராஜ், கான்ரப்பள்ளி, சூளகிரி, கிருஷ்ணகிரி. bbox=[788, 242, 1113, 309]
part-row: பாகம் – 117 : வெ.முனிசந்திரப்பா, 2/191, பூதிநத்தம், முத்தாலி, ஒசூர், கிருஷ்ணகிரி. bbox=[77, 1493, 403, 1527]
part-row: பாகம் – 17 : கி.அனில்.கே, அலசனப்பள்ளி, சேவகானப்பள்ளி, பாகலூர், ஒசூர், கிருஷ்ணகிரி. bbox=[433, 1180, 758, 1232]
branch-heading: சானமங்கலம் கிளை bbox=[171, 141, 309, 159]
part-number: பாகம் – 136 bbox=[1143, 1120, 1213, 1135]
part-row: பாகம் – 100 : ச.பிரவீன் குமார், 2/690, பாரதி நகர், பேரிகை, சூளகிரி, கிருஷ்ணகிரி. bbox=[788, 1156, 1113, 1191]
part-number: பாகம் – 110 bbox=[77, 906, 147, 921]
part-organizer: மு.லோகேஷ், 1/150, தட்டிகானப்பள்ளி, முத்தாலி, ஒசூர், கிருஷ்ணகிரி. bbox=[174, 1383, 396, 1415]
deputy-organizers-entry: துணை அமைப்பாளர்கள்: (1) ரா.ராஜ், அண்ணா நகர், பேரிகை, சூளகிரி, கிருஷ்ணகிரி. (2) மு.அனு, தேர்பேட்டை, பேரிகை, சூளகிரி, கிருஷ்ணகிரி. (3) வெ.பாலாஜி, தேர்பேட்டை, பேரிகை, சூளகிரி, கிருஷ்ணகிரி. bbox=[788, 933, 1113, 1016]
part-organizer: வெ.முனிராஜ், 2/22, பி.முதுகானப்பள்ளி, தேவீரப்பள்ளி, ஒசூர், கிருஷ்ணகிரி. bbox=[530, 1127, 726, 1176]
part-number: பாகம் – 98 bbox=[788, 1084, 850, 1098]
organizer-entry: அமைப்பாளர் : வெ.ஆஞ்சப்பா, 3/18, சின்னகுள்ளு, ஆவலப்பள்ளி, ஒசூர், கிருஷ்ணகிரி. bbox=[77, 1781, 403, 1813]
part-organizer: கி.மஞ்சுநாத், 82, முத்தாலி, ஒசூர், கிருஷ்ணகிரி. bbox=[174, 1457, 359, 1489]
part-number: பாகம் – 100 bbox=[788, 1158, 858, 1172]
part-number: பாகம் – 99 bbox=[788, 1121, 850, 1135]
organizer-entry: அமைப்பாளர் : அ.நாகராஜ், 12, தொடுதேப்பள்ளி, பேரண்டப்பள்ளி, ஒசூர், கிருஷ்ணகிரி. bbox=[788, 1780, 1113, 1812]
part-organizer: கி.சுதாகர், 2/332, சுதிரேப்பள்ளி, பேரண்டப்பள்ளி, சூளகிரி, கிருஷ்ணகிரி. bbox=[1240, 1685, 1461, 1717]
part-row: பாகம் – 130 : ராதுவீன்குமார், 4/945, கொத்தூர், பேரண்டப்பள்ளி, ஒசூர், கிருஷ்ணகிரி. bbox=[1143, 880, 1468, 914]
part-organizer: மு.வேணுகோபால், 30, பெத்தகுள்ளு, கெலவரப்பள்ளி, ஒசூர், கிருஷ்ணகிரி. bbox=[530, 214, 740, 246]
branch-heading: பட்டுவாரப்பள்ளி கிளை bbox=[512, 447, 680, 466]
section-organizers-heading: பாக அமைப்பாளர்கள் : bbox=[529, 1917, 662, 1932]
organizer-entry: அமைப்பாளர்: சு.கார்த்திக், 30, பத்தலப்பள்ளி, பேரண்டப்பள்ளி, ஒசூர், கிருஷ்ணகிரி. bbox=[788, 2067, 1113, 2098]
part-row: பாகம் – 97 : ர.முரளி கிருஷ்ணன், பாலாஜி நகர், பேரிகை, சூளகிரி, கிருஷ்ணகிரி. bbox=[788, 1046, 1113, 1080]
organizer-entry: அமைப்பாளர்: மு.திம்மராயப்பா, 2/151, கொலதாசபுரம், பேரிகை, ஒசூர், கிருஷ்ணகிரி. bbox=[1143, 1903, 1468, 1935]
organizer-entry: அமைப்பாளர் : வெமுனிசந்திரா, 2/191, பூதிநத்தம், முத்தாலி, ஒசூர், கிருஷ்ணகிரி. bbox=[77, 1231, 403, 1263]
part-number: பாகம் – 95 bbox=[788, 590, 850, 605]
part-number: பாகம் – 96 bbox=[788, 627, 850, 642]
part-row: பாகம் – 134 : அ.அஃப்சர், 227, பத்தலப்பள்ளி, பேரண்டப்பள்ளி, ஒசூர், கிருஷ்ணகிரி. bbox=[1143, 1028, 1468, 1062]
deputy-organizers-entry: துணை அமைப்பாளர்கள்: (1) வெரஞ்சித்குமார், மாருதி நகர், பி.குருபரப்பள்ளி, ஒசூர், கிருஷ்ணகிரி. (2) சேகர், மாருதி நகர், பி.குருபரப்பள்ளி, ஒசூர், கிருஷ்ணகிரி. (3) ச.வெங்கட்ராஜ், மாருதி நகர், பி.குருபரப்பள்ளி, ஒசூர், கிருஷ்ணகிரி. bbox=[788, 1377, 1113, 1461]
part-number: பாகம் – 131 bbox=[1143, 918, 1213, 933]
masthead-rule-left bbox=[116, 78, 679, 82]
branch-heading: அண்ணா நகர் கிளை–2 bbox=[869, 868, 1032, 887]
rising-sun-icon: ☀ bbox=[691, 60, 729, 98]
part-row: பாகம் – 127 : வெ.முனிவாசன், 4/976, மாரசந்திரம், பேரண்டப்பள்ளி, ஒசூர், கிருஷ்ணகிரி. bbox=[1143, 768, 1468, 803]
part-row: பாகம் – 96 : பா.சென்டில், 29, காட்டிநாயக்கன்தொட்டி, பேரிகை, சூளகிரி, கிருஷ்ணகிரி. bbox=[788, 626, 1113, 678]
deputy-organizers-entry: துணை அமைப்பாளர்கள்: (1) ரா.ஜயியுல்லா, பேரிகை, சூளகிரி, கிருஷ்ணகிரி. (2) பு.கிருஷ்ணன், குமார் தெரு, பேரிகை, சூளகிரி, கிருஷ்ணகிரி. (3) செ.மோகசித், சாயுக் தெரு, பேரிகை, சூளகிரி, கிருஷ்ணகிரி. bbox=[788, 789, 1113, 856]
part-number: பாகம் – 123 bbox=[1143, 1685, 1213, 1700]
deputy-organizers-entry: துணை அமைப்பாளர்கள்: (1) ரா.நாகராஜ், 3/39, சானமங்கலம், ஒசூர், கிருஷ்ணகிரி. (2) பெருமாள், 1/56, தும்மனப்பள்ளி, ஒசூர், கிருஷ்ணகிரி. bbox=[77, 492, 403, 541]
deputy-organizers-entry: துணை அமைப்பாளர்கள்: (1) ம.புருஷோத்தம், சிந்தலத்தொட்டி, ஒசூர், கிருஷ்ணகிரி. (2) மு.பாபு, சிந்தலத்தொட்டி, ஒசூர், கிருஷ்ணகிரி. (3) ரா.யார்த்தோஷ், சிந்தலத்தொட்டி, ஒசூர், கிருஷ்ணகிரி. bbox=[433, 1664, 758, 1731]
part-organizer: அ.அஃப்சர், 227, பத்தலப்பள்ளி, பேரண்டப்பள்ளி, ஒசூர், கிருஷ்ணகிரி. bbox=[1240, 1029, 1448, 1061]
part-organizer: புசஷ்பம், 3/45, சானமங்கலம், தும்மனப்பள்ளி, ஒசூர், கிருஷ்ணகிரி. bbox=[174, 906, 375, 938]
branch-heading: பத்தலப்பள்ளி கிளை–1 bbox=[869, 2040, 1032, 2058]
part-organizer: ச.வெங்கட்ராஜ், 174, சூலகுண்டா, பேரிகை, முசுசாதனப்பள்ளி, சூளகிரி, கிருஷ்ணகிரி. bbox=[885, 1619, 1088, 1668]
column-4 bbox=[1127, 124, 1482, 2298]
deputy-organizers-entry: துணை அமைப்பாளர்கள் : (1) வெ.திருமலேஷ், 2/198, பூதிநத்தம், முத்தாலி, ஒசூர், கிருஷ்ணகிரி. (2) கா.அபிஷேக், 2/193, பூதிநத்தம், முத்தாலி, ஒசூர், கிருஷ்ணகிரி. (3) கிரிதீப், 2/197, பூதிநத்தம், முத்தாலி, ஒசூர், கிருஷ்ணகிரி. bbox=[77, 1269, 403, 1353]
part-organizer: வெசுசந்தப்பா, 31, அமுதகொண்டப்பள்ளி, பேரிகை, சூளகிரி, கிருஷ்ணகிரி. bbox=[530, 2012, 714, 2062]
part-organizer: முபாலமுருகன், 1/97, கெலவரப்பள்ளி, ஒசூர், கிருஷ்ணகிரி. bbox=[530, 288, 748, 320]
part-row: பாகம் – 86 : வெ.ரவிகிரன், தும்மனப்பள்ளி, ஒசூர், கிருஷ்ணகிரி. bbox=[77, 607, 403, 642]
part-row: பாகம் – 87 : வெ.கார்த்திக், 4/174, காந்தி நகர், தும்மனப்பள்ளி, ஒசூர், கிருஷ்ணகிரி. bbox=[77, 644, 403, 679]
part-organizer: கு.தேவராஜ், 32, பி.எஸ்.திம்மசந்திரம், பேரிகை, சூளகிரி, கிருஷ்ணகிரி. bbox=[530, 1938, 742, 1970]
part-row: பாகம் – 125 : நே.பிரதாப், ஆலூர், பேரண்டப்பள்ளி, சூளகிரி, கிருஷ்ணகிரி. bbox=[1143, 1759, 1468, 1793]
part-number: பாகம் – 112 bbox=[77, 981, 147, 995]
organizer-entry: அமைப்பாளர் : நா.அருணாசலம், 3/388–ஏ, கர்னப்பள்ளி, பேரிகை, ஒசூர், கிருஷ்ணகிரி. bbox=[77, 789, 403, 821]
deputy-organizers-entry: துணை அமைப்பாளர்கள்: (1) முரீராஜேஷ், 400, சுதிரேப்பள்ளி, ஆலூர், ஒசூர், கிருஷ்ணகிரி. (2) பா.சுதாகர், 3/439, சுதிரேப்பள்ளி, ஆலூர், ஒசூர், கிருஷ்ணகிரி. bbox=[1143, 1606, 1468, 1655]
part-row: பாகம் – 90 : வெமது, 36, பி.எஸ்.திம்மசந்திரம், பேரிகை, சூளகிரி, கிருஷ்ணகிரி. bbox=[433, 1975, 758, 2009]
organizer-entry: அமைப்பாளர்: ஆருண், கான்ரப்பள்ளி, சூளகிரி, கிருஷ்ணகிரி. bbox=[788, 204, 1113, 236]
part-number: பாகம் – 130 bbox=[1143, 881, 1213, 896]
part-organizer: வே.வாசுதேவன், 507/2, பகதூர்ஸ் நகர், பத்தலப்பள்ளி, பேரண்டப்பள்ளி, ஒசூர், கிருஷ்ணகிரி. bbox=[1240, 1066, 1459, 1115]
section-organizers-heading: பாக அமைப்பாளர்கள்: bbox=[886, 1025, 1015, 1040]
part-number: பாகம் – 125 bbox=[1143, 1759, 1213, 1774]
organizer-entry: அமைப்பாளர் : மு.நாகேஷ், 2/75, முத்தாலி, ஒசூர், கிருஷ்ணகிரி. bbox=[77, 1087, 403, 1119]
part-number: பாகம் – 97 bbox=[788, 1046, 850, 1061]
branch-heading: புனுகன்தோட்டி கிளை bbox=[163, 1612, 317, 1630]
part-row: பாகம் – 126 : ம.லோகேஷ், 2/273, சாமனப்பள்ளி, பேரண்டப்பள்ளி, ஒசூர், கிருஷ்ணகிரி. bbox=[1143, 1795, 1468, 1830]
part-organizer: எ.அருண்குமார், 3/1222, அண்ணா நகர், பேரிகை, சூளகிரி, கிருஷ்ணகிரி. bbox=[885, 1084, 1111, 1116]
part-organizer: மு.முரளி, 35, காட்டிநாயக்கன்தொட்டி, பேரிகை, சூளகிரி, கிருஷ்ணகிரி. bbox=[885, 590, 1099, 622]
part-row: பாகம் – 102 : அ.மொகமத் கௌசே, ஜண்டா தெரு, பேரிகை, சூளகிரி, கிருஷ்ணகிரி. bbox=[788, 1231, 1113, 1265]
part-number: பாகம் – 91 bbox=[433, 2012, 496, 2027]
part-number: பாகம் – 15 bbox=[433, 1090, 496, 1105]
organizer-entry: அமைப்பாளர்: மு.மணிகண்டன், 37, பத்தலப்பள்ளி, பேரண்டப்பள்ளி, ஒசூர், கிருஷ்ணகிரி. bbox=[1143, 635, 1468, 667]
part-number: பாகம் – 129 bbox=[1143, 844, 1213, 859]
branch-heading: அண்ணா நகர் கிளை–1 bbox=[869, 725, 1032, 743]
part-row: பாகம் – 106 : ச.வெங்கட்ராஜ், 174, சூலகுண்டா, பேரிகை, முசுசாதனப்பள்ளி, சூளகிரி, கிருஷ்ணகிரி. bbox=[788, 1618, 1113, 1670]
panchayat-banner: கெலவரப்பள்ளி ஊராட்சி bbox=[147, 1575, 334, 1601]
part-number: பாகம் – 116 bbox=[77, 1457, 147, 1472]
part-organizer: பா.சென்டில், 29, காட்டிநாயக்கன்தொட்டி, பேரிகை, சூளகிரி, கிருஷ்ணகிரி. bbox=[885, 627, 1071, 676]
section-organizers-heading: பாக அமைப்பாளர்கள்: bbox=[886, 1470, 1015, 1484]
part-row: பாகம் – 88 : பா.மனோகர், 3/65, சானமங்கலம், தும்மனப்பள்ளி, ஒசூர், கிருஷ்ணகிரி. bbox=[77, 681, 403, 715]
deputy-organizers-entry: துணை அமைப்பாளர்கள்: (1) வெபவன்குமார், 1/98, மோரனப்பள்ளி, பேரண்டப்பள்ளி, ஒசூர், கிருஷ்ணகிரி. (2) மா.பிரமோத், 1/77, மோரனப்பள்ளி, பேரண்டப்பள்ளி, ஒசூர், கிருஷ்ணகிரி. bbox=[788, 1962, 1113, 2028]
deputy-organizers-entry: துணை அமைப்பாளர்கள் : (1) ம.பிரசன்குமார், 4/126, முகலப்பள்ளி, தும்மனப்பள்ளி, ஒசூர், கிருஷ்ணகிரி. (2) மு.நெதஜீஷ், 4/145, முகலப்பள்ளி, தும்மனப்பள்ளி, ஒசூர், கிருஷ்ணகிரி. bbox=[77, 348, 403, 415]
footer-page-number: 8 bbox=[1494, 2315, 1520, 2340]
deputy-organizers-entry: துணை அமைப்பாளர்கள் : (1) ரா.அரவிந்த், கொலதாசபுரம், பேரிகை, ஒசூர், கிருஷ்ணகிரி. bbox=[1143, 1941, 1468, 1973]
part-number: பாகம் – 92 bbox=[433, 2067, 496, 2081]
part-number: பாகம் – 94 bbox=[788, 553, 850, 568]
part-organizer: சீ.ஹரீஷ், 2/43எ, சூலகுண்டா, பேரிகை, முசுசாதனப்பள்ளி, சூளகிரி, கிருஷ்ணகிரி. bbox=[885, 1491, 1111, 1523]
part-number: பாகம் – 85 bbox=[77, 571, 139, 586]
column-2 bbox=[418, 124, 772, 2298]
part-organizer: போ.முனிசெஞ்சப்பா, பத்தலப்பள்ளி, பேரண்டப்பள்ளி, ஒசூர், கிருஷ்ணகிரி. bbox=[1240, 1120, 1448, 1152]
section-organizers-heading: பாக அமைப்பாளர்கள்: bbox=[1241, 1664, 1370, 1679]
dateline: சென்னை 08.12.2025 bbox=[1177, 59, 1498, 93]
part-organizer: வெ.ரவிகிரன், தும்மனப்பள்ளி, ஒசூர், கிருஷ்ணகிரி. bbox=[174, 608, 379, 640]
branch-heading: பத்தலப்பள்ளி கிளை–4 bbox=[1224, 465, 1387, 484]
part-organizer: ராதுவீன்குமார், 4/945, கொத்தூர், பேரண்டப்பள்ளி, ஒசூர், கிருஷ்ணகிரி. bbox=[1240, 881, 1448, 913]
part-number: பாகம் – 135 bbox=[1143, 1066, 1213, 1080]
organizer-entry: அமைப்பாளர் : மு.வெங்கடேஷ், 1/17, பெத்தகுள்ளு, கெலவரப்பள்ளி, ஒசூர், கிருஷ்ணகிரி. bbox=[77, 1924, 403, 1956]
part-number: பாகம் – 86 bbox=[77, 608, 139, 623]
part-number: பாகம் – 126 bbox=[1143, 1796, 1213, 1811]
part-row: பாகம் – 123 : கி.சுதாகர், 2/332, சுதிரேப்பள்ளி, பேரண்டப்பள்ளி, சூளகிரி, கிருஷ்ணகிரி. bbox=[1143, 1684, 1468, 1719]
part-number: பாகம் – 114 bbox=[77, 1383, 147, 1397]
part-row: பாகம் – 114 : மு.லோகேஷ், 1/150, தட்டிகானப்பள்ளி, முத்தாலி, ஒசூர், கிருஷ்ணகிரி. bbox=[77, 1381, 403, 1416]
branch-heading: சிந்தலத்தொட்டி கிளை bbox=[518, 1599, 673, 1618]
part-organizer: சோ.மூர்த்தி, 2/92, சத்தியமங்கலம், தும்மனப்பள்ளி, ஒசூர், கிருஷ்ணகிரி. bbox=[174, 571, 375, 603]
section-organizers-heading: பாக அமைப்பாளர்கள்: bbox=[1241, 749, 1370, 763]
part-row: பாகம் – 119 : மு.வேணுகோபால், 30, பெத்தகுள்ளு, கெலவரப்பள்ளி, ஒசூர், கிருஷ்ணகிரி. bbox=[433, 214, 758, 248]
